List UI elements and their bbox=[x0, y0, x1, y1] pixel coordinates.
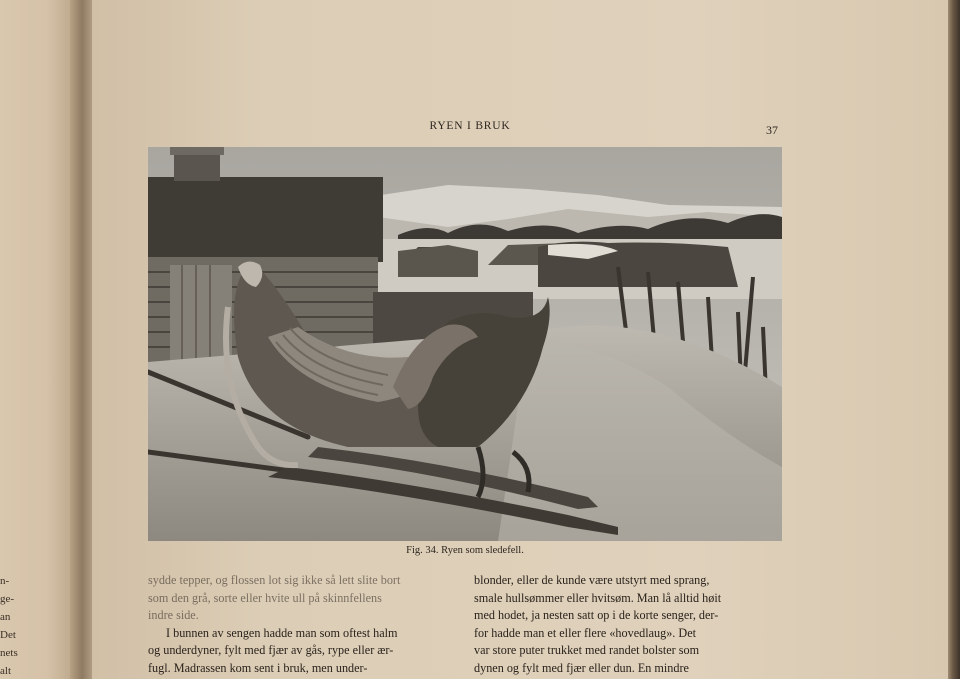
left-fragment-line: Det bbox=[0, 629, 16, 641]
text-line: med hodet, ja nesten satt op i de korte senger, der- bbox=[474, 608, 719, 622]
text-line: var store puter trukket med randet bolster som bbox=[474, 643, 700, 657]
photo-illustration bbox=[148, 147, 782, 541]
text-line: som den grå, sorte eller hvite ull på skinnfellens bbox=[148, 590, 382, 605]
left-fragment-line: an bbox=[0, 611, 11, 623]
text-line: indre side. bbox=[148, 608, 199, 622]
text-line: I bunnen av sengen hadde man som oftest halm bbox=[166, 625, 398, 640]
left-fragment-line: ge- bbox=[0, 593, 15, 605]
running-head: RYEN I BRUK bbox=[429, 120, 511, 132]
text-line: blonder, eller de kunde være utstyrt med sprang, bbox=[474, 573, 710, 587]
left-fragment-line: alt bbox=[0, 665, 11, 677]
figure-photograph-sled bbox=[148, 147, 782, 541]
left-fragment-line: n- bbox=[0, 575, 10, 587]
page-number: 37 bbox=[766, 123, 778, 137]
figure-caption: Fig. 34. Ryen som sledefell. bbox=[406, 545, 524, 556]
text-line: for hadde man et eller flere «hovedlaug». Det bbox=[474, 625, 696, 640]
left-page bbox=[0, 0, 78, 679]
page-edge-shadow bbox=[948, 0, 960, 679]
text-column-left bbox=[148, 572, 452, 677]
text-line: fugl. Madrassen kom sent i bruk, men under- bbox=[148, 660, 368, 675]
text-line: sydde tepper, og flossen lot sig ikke så lett slite bort bbox=[148, 573, 401, 587]
text-line: og underdyner, fylt med fjær av gås, rype eller ær- bbox=[148, 643, 394, 657]
text-line: dynen og fylt med fjær eller dun. En mindre bbox=[474, 660, 689, 675]
text-column-right bbox=[474, 572, 782, 677]
left-fragment-line: nets bbox=[0, 647, 18, 659]
left-page-text-fragments bbox=[0, 572, 20, 679]
text-line: smale hullsømmer eller hvitsøm. Man lå alltid høit bbox=[474, 590, 722, 605]
